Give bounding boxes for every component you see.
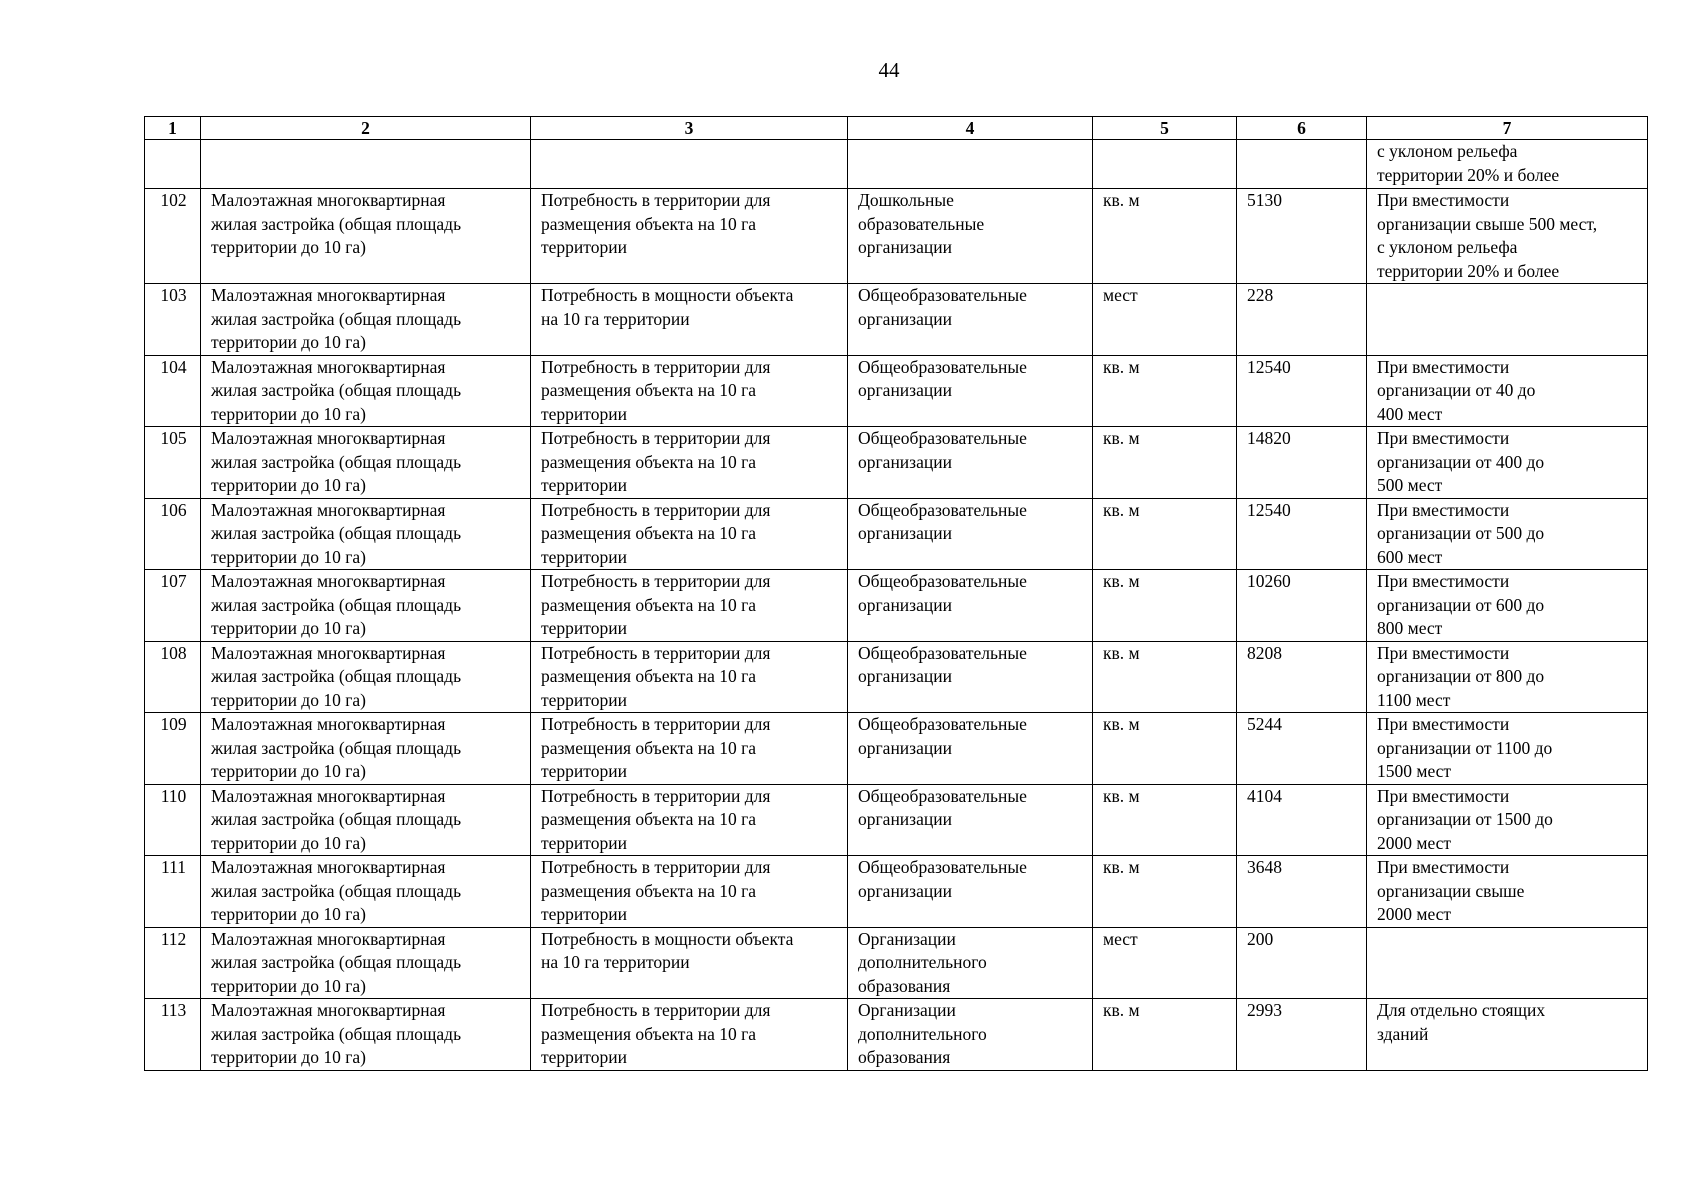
column-header: 5 [1093,117,1237,140]
cell-number: 104 [145,355,201,427]
cell-building-type: Малоэтажная многоквартирная жилая застройка (общая площадь территории до 10 га) [201,570,531,642]
column-header: 7 [1367,117,1648,140]
cell-building-type: Малоэтажная многоквартирная жилая застройка (общая площадь территории до 10 га) [201,427,531,499]
cell-indicator: Потребность в территории для размещения объекта на 10 га территории [531,189,848,284]
table-row [145,427,1648,499]
cell-unit: кв. м [1093,498,1237,570]
cell-building-type: Малоэтажная многоквартирная жилая застройка (общая площадь территории до 10 га) [201,498,531,570]
cell-value [1237,140,1367,189]
cell-indicator: Потребность в мощности объекта на 10 га территории [531,284,848,356]
cell-note: При вместимости организации от 800 до 1100 мест [1367,641,1648,713]
column-header: 1 [145,117,201,140]
cell-value: 200 [1237,927,1367,999]
cell-note: При вместимости организации свыше 2000 мест [1367,856,1648,928]
cell-value: 3648 [1237,856,1367,928]
cell-unit: мест [1093,284,1237,356]
cell-unit: кв. м [1093,856,1237,928]
cell-number: 107 [145,570,201,642]
cell-object-type: Дошкольные образовательные организации [848,189,1093,284]
cell-unit: кв. м [1093,427,1237,499]
cell-note: При вместимости организации от 600 до 800 мест [1367,570,1648,642]
table-row [145,641,1648,713]
cell-object-type: Организации дополнительного образования [848,927,1093,999]
cell-building-type: Малоэтажная многоквартирная жилая застройка (общая площадь территории до 10 га) [201,284,531,356]
cell-unit: кв. м [1093,355,1237,427]
cell-indicator: Потребность в мощности объекта на 10 га территории [531,927,848,999]
cell-object-type [848,140,1093,189]
column-header: 2 [201,117,531,140]
cell-note [1367,284,1648,356]
cell-building-type: Малоэтажная многоквартирная жилая застройка (общая площадь территории до 10 га) [201,927,531,999]
cell-number: 102 [145,189,201,284]
cell-note: Для отдельно стоящих зданий [1367,999,1648,1071]
cell-value: 228 [1237,284,1367,356]
cell-indicator: Потребность в территории для размещения объекта на 10 га территории [531,999,848,1071]
cell-unit: кв. м [1093,784,1237,856]
cell-number: 105 [145,427,201,499]
cell-note: При вместимости организации от 1100 до 1500 мест [1367,713,1648,785]
cell-object-type: Общеобразовательные организации [848,284,1093,356]
cell-note [1367,927,1648,999]
cell-number: 108 [145,641,201,713]
column-header: 6 [1237,117,1367,140]
cell-value: 12540 [1237,355,1367,427]
table-row [145,856,1648,928]
table-row [145,498,1648,570]
column-header: 4 [848,117,1093,140]
cell-building-type [201,140,531,189]
cell-indicator: Потребность в территории для размещения объекта на 10 га территории [531,355,848,427]
cell-building-type: Малоэтажная многоквартирная жилая застройка (общая площадь территории до 10 га) [201,355,531,427]
cell-indicator: Потребность в территории для размещения объекта на 10 га территории [531,856,848,928]
cell-value: 5130 [1237,189,1367,284]
cell-note: При вместимости организации от 400 до 500 мест [1367,427,1648,499]
cell-object-type: Организации дополнительного образования [848,999,1093,1071]
table-row [145,284,1648,356]
table-row [145,784,1648,856]
table-row [145,355,1648,427]
column-header: 3 [531,117,848,140]
table-row [145,713,1648,785]
cell-number: 112 [145,927,201,999]
table-row [145,927,1648,999]
cell-indicator: Потребность в территории для размещения объекта на 10 га территории [531,641,848,713]
cell-object-type: Общеобразовательные организации [848,856,1093,928]
table-row [145,189,1648,284]
cell-object-type: Общеобразовательные организации [848,355,1093,427]
cell-object-type: Общеобразовательные организации [848,570,1093,642]
cell-building-type: Малоэтажная многоквартирная жилая застройка (общая площадь территории до 10 га) [201,189,531,284]
cell-value: 8208 [1237,641,1367,713]
page-number: 44 [878,58,900,82]
cell-object-type: Общеобразовательные организации [848,641,1093,713]
cell-unit [1093,140,1237,189]
cell-building-type: Малоэтажная многоквартирная жилая застройка (общая площадь территории до 10 га) [201,641,531,713]
cell-indicator: Потребность в территории для размещения объекта на 10 га территории [531,570,848,642]
cell-note: При вместимости организации свыше 500 мест, с уклоном рельефа территории 20% и более [1367,189,1648,284]
table-row [145,999,1648,1071]
continuation-row [145,140,1648,189]
cell-number: 109 [145,713,201,785]
cell-object-type: Общеобразовательные организации [848,713,1093,785]
cell-indicator: Потребность в территории для размещения объекта на 10 га территории [531,427,848,499]
cell-building-type: Малоэтажная многоквартирная жилая застройка (общая площадь территории до 10 га) [201,856,531,928]
cell-note: При вместимости организации от 40 до 400 мест [1367,355,1648,427]
cell-value: 12540 [1237,498,1367,570]
column-number-row [145,117,1648,140]
cell-building-type: Малоэтажная многоквартирная жилая застройка (общая площадь территории до 10 га) [201,784,531,856]
cell-number: 106 [145,498,201,570]
cell-indicator: Потребность в территории для размещения объекта на 10 га территории [531,498,848,570]
cell-indicator: Потребность в территории для размещения объекта на 10 га территории [531,784,848,856]
cell-indicator: Потребность в территории для размещения объекта на 10 га территории [531,713,848,785]
cell-unit: мест [1093,927,1237,999]
cell-unit: кв. м [1093,641,1237,713]
cell-number: 110 [145,784,201,856]
cell-value: 2993 [1237,999,1367,1071]
cell-value: 5244 [1237,713,1367,785]
cell-number: 103 [145,284,201,356]
cell-indicator [531,140,848,189]
cell-value: 4104 [1237,784,1367,856]
cell-number: 111 [145,856,201,928]
table-row [145,570,1648,642]
cell-number: 113 [145,999,201,1071]
cell-object-type: Общеобразовательные организации [848,498,1093,570]
norms-table [144,116,1648,1071]
cell-note: с уклоном рельефа территории 20% и более [1367,140,1648,189]
cell-object-type: Общеобразовательные организации [848,427,1093,499]
cell-note: При вместимости организации от 1500 до 2000 мест [1367,784,1648,856]
cell-value: 14820 [1237,427,1367,499]
cell-unit: кв. м [1093,570,1237,642]
cell-number [145,140,201,189]
cell-value: 10260 [1237,570,1367,642]
cell-unit: кв. м [1093,189,1237,284]
cell-object-type: Общеобразовательные организации [848,784,1093,856]
cell-building-type: Малоэтажная многоквартирная жилая застройка (общая площадь территории до 10 га) [201,999,531,1071]
cell-unit: кв. м [1093,713,1237,785]
cell-unit: кв. м [1093,999,1237,1071]
cell-building-type: Малоэтажная многоквартирная жилая застройка (общая площадь территории до 10 га) [201,713,531,785]
cell-note: При вместимости организации от 500 до 600 мест [1367,498,1648,570]
